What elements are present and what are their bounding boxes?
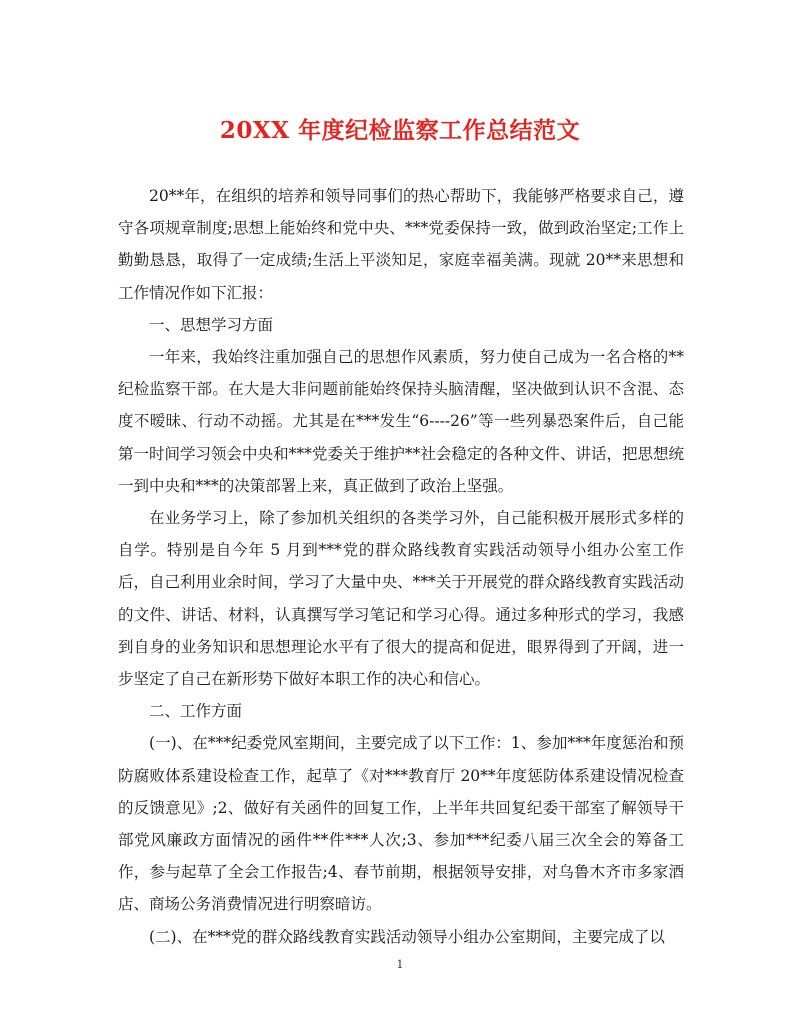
work-paragraph-1: (一)、在***纪委党风室期间，主要完成了以下工作：1、参加***年度惩治和预防腐败体系建设检查工作，起草了《对***教育厅 20**年度惩防体系建设情况检查的反馈意见》;2、做好有关函件的回复工作，上半年共回复纪委干部室了解领导干部党风廉政方面情况的函件**件***人次;3、参加***纪委八届三次全会的筹备工作，参与起草了全会工作报告;4、春节前期，根据领导安排，对乌鲁木齐市多家酒店、商场公务消费情况进行明察暗访。 xyxy=(118,734,684,914)
study-paragraph-2: 在业务学习上，除了参加机关组织的各类学习外，自己能积极开展形式多样的自学。特别是自今年 5 月到***党的群众路线教育实践活动领导小组办公室工作后，自己利用业余时间，学习了大量中央、***关于开展党的群众路线教育实践活动的文件、讲话、材料，认真撰写学习笔记和学习心得。通过多种形式的学习，我感到自身的业务知识和思想理论水平有了很大的提高和促进，眼界得到了开阔，进一步坚定了自己在新形势下做好本职工作的决心和信心。 xyxy=(118,509,684,689)
page-number: 1 xyxy=(396,958,404,971)
document-title: 20XX 年度纪检监察工作总结范文 xyxy=(219,117,581,144)
study-paragraph-1: 一年来，我始终注重加强自己的思想作风素质，努力使自己成为一名合格的**纪检监察干部。在大是大非问题前能始终保持头脑清醒，坚决做到认识不含混、态度不暧昧、行动不动摇。尤其是在***发生“6----26”等一些列暴恐案件后，自己能第一时间学习领会中央和***党委关于维护**社会稳定的各种文件、讲话，把思想统一到中央和***的决策部署上来，真正做到了政治上坚强。 xyxy=(118,348,684,495)
intro-paragraph: 20**年，在组织的培养和领导同事们的热心帮助下，我能够严格要求自己，遵守各项规章制度;思想上能始终和党中央、***党委保持一致，做到政治坚定;工作上勤勤恳恳，取得了一定成绩;生活上平淡知足，家庭幸福美满。现就 20**来思想和工作情况作如下汇报： xyxy=(118,187,684,302)
section-heading-work: 二、工作方面 xyxy=(149,702,243,721)
section-heading-study: 一、思想学习方面 xyxy=(149,315,274,334)
document-body xyxy=(118,180,684,953)
work-paragraph-2: (二)、在***党的群众路线教育实践活动领导小组办公室期间，主要完成了以 xyxy=(149,927,665,946)
